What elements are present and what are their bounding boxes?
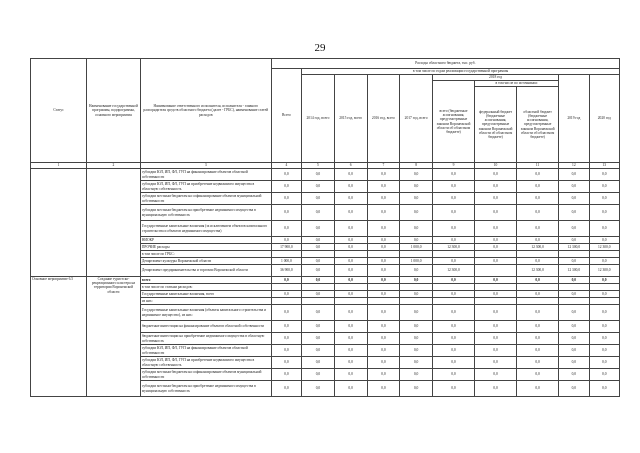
expense-item-label: всего <box>140 277 271 284</box>
value-cell <box>334 298 367 305</box>
value-cell: 0,0 <box>271 357 301 369</box>
value-cell: 0,0 <box>367 321 400 333</box>
value-cell: 0,0 <box>517 321 559 333</box>
value-cell: 0,0 <box>475 181 517 193</box>
value-cell: 0,0 <box>302 205 335 221</box>
value-cell: 0,0 <box>559 357 589 369</box>
value-cell: 0,0 <box>400 381 433 397</box>
value-cell: 1 000,0 <box>400 244 433 251</box>
header-program-name: Наименование государственной программы, подпрограммы, основного мероприятия <box>87 59 141 163</box>
status-cell-continued <box>31 169 87 277</box>
value-cell <box>334 284 367 291</box>
value-cell <box>271 284 301 291</box>
value-cell <box>475 251 517 258</box>
value-cell <box>589 284 619 291</box>
header-2017: 2017 год, всего <box>400 75 433 163</box>
value-cell: 0,0 <box>302 221 335 237</box>
value-cell: 0,0 <box>475 258 517 265</box>
value-cell: 0,0 <box>432 277 474 284</box>
column-number: 7 <box>367 163 400 169</box>
value-cell: 0,0 <box>517 381 559 397</box>
program-name-cell: Создание туристско-рекреационного кластера на территории Воронежской области <box>87 277 141 397</box>
column-number: 9 <box>432 163 474 169</box>
expense-item-label: субсидии местным бюджетам на приобретение недвижимого имущества в муниципальную собственность <box>140 381 271 397</box>
value-cell: 0,0 <box>271 305 301 321</box>
value-cell: 0,0 <box>559 237 589 244</box>
page-number: 29 <box>314 42 326 54</box>
value-cell: 0,0 <box>302 305 335 321</box>
value-cell: 0,0 <box>334 181 367 193</box>
expense-item-label: бюджетные инвестиции на приобретение недвижимого имущества в областную собственность <box>140 333 271 345</box>
value-cell: 0,0 <box>400 265 433 277</box>
value-cell <box>432 284 474 291</box>
value-cell: 0,0 <box>475 193 517 205</box>
value-cell: 0,0 <box>432 205 474 221</box>
column-number: 6 <box>334 163 367 169</box>
value-cell: 0,0 <box>432 181 474 193</box>
value-cell: 0,0 <box>432 237 474 244</box>
header-2015: 2015 год, всего <box>334 75 367 163</box>
value-cell: 12 300,0 <box>559 244 589 251</box>
value-cell <box>559 298 589 305</box>
value-cell: 0,0 <box>589 357 619 369</box>
value-cell <box>589 298 619 305</box>
value-cell: 0,0 <box>400 305 433 321</box>
value-cell: 36 900,0 <box>271 265 301 277</box>
value-cell <box>271 251 301 258</box>
header-incl-sources: в том числе по источникам: <box>475 81 559 87</box>
expense-item-label: субсидии местным бюджетам на приобретение недвижимого имущества в муниципальную собственность <box>140 205 271 221</box>
value-cell <box>400 251 433 258</box>
header-2016: 2016 год, всего <box>367 75 400 163</box>
expense-item-label: субсидии ЮЛ, ИП, ФЛ, ГУП на финансирование объектов областной собственности <box>140 345 271 357</box>
value-cell: 0,0 <box>517 333 559 345</box>
value-cell: 0,0 <box>589 221 619 237</box>
value-cell: 0,0 <box>271 169 301 181</box>
header-2019: 2019 год <box>559 75 589 163</box>
value-cell: 0,0 <box>334 258 367 265</box>
value-cell: 0,0 <box>302 258 335 265</box>
value-cell: 0,0 <box>271 345 301 357</box>
value-cell: 12 300,0 <box>589 265 619 277</box>
value-cell: 0,0 <box>517 193 559 205</box>
expense-item-label: Департамент предпринимательства и торговли Воронежской области <box>140 265 271 277</box>
value-cell: 0,0 <box>400 181 433 193</box>
header-total: Всего <box>271 69 301 163</box>
value-cell: 0,0 <box>475 169 517 181</box>
header-2018: 2018 год <box>432 75 558 81</box>
column-number: 1 <box>31 163 87 169</box>
value-cell: 12 300,0 <box>517 244 559 251</box>
table-row <box>31 169 620 181</box>
value-cell <box>302 284 335 291</box>
value-cell: 0,0 <box>271 333 301 345</box>
value-cell: 0,0 <box>559 169 589 181</box>
value-cell: 0,0 <box>475 237 517 244</box>
value-cell <box>367 298 400 305</box>
budget-table <box>30 58 620 397</box>
value-cell: 0,0 <box>367 369 400 381</box>
value-cell: 0,0 <box>302 369 335 381</box>
value-cell: 0,0 <box>432 193 474 205</box>
value-cell: 0,0 <box>302 345 335 357</box>
value-cell: 0,0 <box>367 333 400 345</box>
value-cell: 0,0 <box>559 369 589 381</box>
value-cell: 0,0 <box>475 221 517 237</box>
value-cell: 0,0 <box>589 181 619 193</box>
value-cell: 12 300,0 <box>559 265 589 277</box>
value-cell: 0,0 <box>334 305 367 321</box>
value-cell: 0,0 <box>400 193 433 205</box>
value-cell: 0,0 <box>559 181 589 193</box>
value-cell: 0,0 <box>517 221 559 237</box>
value-cell: 0,0 <box>475 244 517 251</box>
value-cell: 0,0 <box>475 321 517 333</box>
value-cell: 0,0 <box>271 277 301 284</box>
value-cell: 0,0 <box>559 193 589 205</box>
column-number: 11 <box>517 163 559 169</box>
value-cell: 0,0 <box>367 169 400 181</box>
value-cell <box>400 284 433 291</box>
header-expenses-title: Расходы областного бюджета, тыс. руб. <box>271 59 619 69</box>
value-cell: 0,0 <box>367 291 400 298</box>
value-cell: 0,0 <box>589 321 619 333</box>
value-cell: 0,0 <box>367 277 400 284</box>
value-cell: 0,0 <box>589 291 619 298</box>
value-cell: 0,0 <box>559 345 589 357</box>
value-cell: 0,0 <box>589 169 619 181</box>
value-cell: 1 000,0 <box>400 258 433 265</box>
value-cell: 0,0 <box>400 357 433 369</box>
value-cell: 0,0 <box>400 333 433 345</box>
value-cell: 0,0 <box>517 258 559 265</box>
expense-item-label: в том числе по ГРБС: <box>140 251 271 258</box>
value-cell: 0,0 <box>367 244 400 251</box>
value-cell: 0,0 <box>334 291 367 298</box>
value-cell: 0,0 <box>302 181 335 193</box>
value-cell: 0,0 <box>334 237 367 244</box>
value-cell: 0,0 <box>517 305 559 321</box>
value-cell: 0,0 <box>517 169 559 181</box>
value-cell: 0,0 <box>271 321 301 333</box>
value-cell <box>517 251 559 258</box>
value-cell: 0,0 <box>432 345 474 357</box>
value-cell: 0,0 <box>271 381 301 397</box>
value-cell: 0,0 <box>302 381 335 397</box>
value-cell: 0,0 <box>589 305 619 321</box>
value-cell: 0,0 <box>367 193 400 205</box>
value-cell: 0,0 <box>432 258 474 265</box>
value-cell: 0,0 <box>475 381 517 397</box>
value-cell: 0,0 <box>334 244 367 251</box>
value-cell: 0,0 <box>475 291 517 298</box>
value-cell: 0,0 <box>475 369 517 381</box>
value-cell: 17 900,0 <box>271 244 301 251</box>
value-cell: 0,0 <box>559 305 589 321</box>
column-number: 12 <box>559 163 589 169</box>
value-cell: 0,0 <box>432 381 474 397</box>
value-cell: 12 300,0 <box>589 244 619 251</box>
value-cell: 0,0 <box>367 305 400 321</box>
value-cell: 0,0 <box>334 369 367 381</box>
status-cell: Основное мероприятие 6.5 <box>31 277 87 397</box>
expense-item-label: Государственные капитальные вложения (за исключением объектов капитального строительства и объектов недвижимого имущества) <box>140 221 271 237</box>
value-cell <box>475 284 517 291</box>
value-cell: 12 300,0 <box>432 244 474 251</box>
value-cell: 0,0 <box>559 321 589 333</box>
value-cell: 0,0 <box>367 357 400 369</box>
value-cell: 0,0 <box>334 221 367 237</box>
value-cell: 0,0 <box>589 381 619 397</box>
column-number: 8 <box>400 163 433 169</box>
value-cell: 0,0 <box>271 221 301 237</box>
value-cell: 0,0 <box>334 193 367 205</box>
value-cell <box>559 284 589 291</box>
value-cell: 1 000,0 <box>271 258 301 265</box>
value-cell: 0,0 <box>334 345 367 357</box>
value-cell: 0,0 <box>302 291 335 298</box>
expense-item-label: Департамент культуры Воронежской области <box>140 258 271 265</box>
value-cell: 0,0 <box>400 237 433 244</box>
value-cell: 0,0 <box>400 277 433 284</box>
value-cell: 0,0 <box>400 321 433 333</box>
value-cell: 0,0 <box>432 305 474 321</box>
column-number: 3 <box>140 163 271 169</box>
value-cell: 0,0 <box>367 258 400 265</box>
expense-item-label: Государственные капитальные вложения, всего <box>140 291 271 298</box>
value-cell: 0,0 <box>559 333 589 345</box>
value-cell <box>432 298 474 305</box>
value-cell: 0,0 <box>334 357 367 369</box>
value-cell: 0,0 <box>400 345 433 357</box>
value-cell: 0,0 <box>589 258 619 265</box>
value-cell: 0,0 <box>302 333 335 345</box>
value-cell <box>475 265 517 277</box>
expense-item-label: субсидии ЮЛ, ИП, ФЛ, ГУП на приобретение недвижимого имущества в областную собственность <box>140 357 271 369</box>
value-cell: 0,0 <box>302 244 335 251</box>
value-cell <box>400 298 433 305</box>
value-cell <box>517 284 559 291</box>
value-cell: 0,0 <box>367 221 400 237</box>
value-cell: 0,0 <box>302 277 335 284</box>
value-cell: 0,0 <box>334 333 367 345</box>
value-cell: 0,0 <box>432 169 474 181</box>
value-cell <box>517 298 559 305</box>
program-cell-continued <box>87 169 141 277</box>
value-cell: 0,0 <box>559 291 589 298</box>
expense-item-label: ПРОЧИЕ расходы <box>140 244 271 251</box>
header-status: Статус <box>31 59 87 163</box>
expense-item-label: субсидии местным бюджетам на софинансирование объектов муниципальной собственности <box>140 193 271 205</box>
value-cell: 0,0 <box>589 277 619 284</box>
value-cell: 0,0 <box>432 221 474 237</box>
value-cell: 0,0 <box>475 205 517 221</box>
value-cell: 0,0 <box>475 277 517 284</box>
value-cell: 0,0 <box>517 205 559 221</box>
column-number: 2 <box>87 163 141 169</box>
value-cell: 0,0 <box>517 277 559 284</box>
value-cell: 0,0 <box>517 291 559 298</box>
header-executor: Наименование ответственного исполнителя, исполнителя - главного распорядителя средств областного бюджета (далее - ГРБС), наименование статей расходов <box>140 59 271 163</box>
value-cell: 0,0 <box>589 237 619 244</box>
value-cell: 0,0 <box>367 237 400 244</box>
value-cell: 0,0 <box>367 265 400 277</box>
value-cell <box>432 251 474 258</box>
value-cell: 0,0 <box>271 369 301 381</box>
expense-item-label: НИОКР <box>140 237 271 244</box>
value-cell: 0,0 <box>432 333 474 345</box>
column-number: 10 <box>475 163 517 169</box>
value-cell <box>367 251 400 258</box>
value-cell: 12 300,0 <box>432 265 474 277</box>
expense-item-label: субсидии местным бюджетам на софинансирование объектов муниципальной собственности <box>140 369 271 381</box>
column-number: 5 <box>302 163 335 169</box>
value-cell: 0,0 <box>271 193 301 205</box>
value-cell: 0,0 <box>589 193 619 205</box>
value-cell: 0,0 <box>302 169 335 181</box>
value-cell: 0,0 <box>302 357 335 369</box>
expense-item-label: в том числе по статьям расходов: <box>140 284 271 291</box>
value-cell <box>475 298 517 305</box>
header-federal: федеральный бюджет (бюджетные ассигнования, предусмотренные законом Воронежской области об областном бюджете) <box>475 87 517 163</box>
value-cell: 0,0 <box>559 277 589 284</box>
value-cell: 0,0 <box>517 181 559 193</box>
value-cell: 0,0 <box>589 345 619 357</box>
value-cell: 0,0 <box>400 169 433 181</box>
value-cell <box>302 251 335 258</box>
value-cell: 0,0 <box>271 237 301 244</box>
value-cell: 0,0 <box>559 258 589 265</box>
value-cell <box>367 284 400 291</box>
value-cell: 0,0 <box>400 221 433 237</box>
column-number: 4 <box>271 163 301 169</box>
value-cell <box>559 251 589 258</box>
value-cell: 0,0 <box>271 205 301 221</box>
value-cell: 0,0 <box>367 205 400 221</box>
value-cell: 0,0 <box>517 345 559 357</box>
value-cell: 0,0 <box>589 333 619 345</box>
value-cell: 12 300,0 <box>517 265 559 277</box>
value-cell: 0,0 <box>432 369 474 381</box>
table-row <box>31 277 620 284</box>
expense-item-label: из них: <box>140 298 271 305</box>
value-cell: 0,0 <box>334 321 367 333</box>
value-cell: 0,0 <box>271 181 301 193</box>
value-cell: 0,0 <box>334 169 367 181</box>
value-cell: 0,0 <box>400 369 433 381</box>
value-cell: 0,0 <box>271 291 301 298</box>
value-cell: 0,0 <box>517 357 559 369</box>
value-cell: 0,0 <box>400 291 433 298</box>
value-cell: 0,0 <box>475 333 517 345</box>
value-cell: 0,0 <box>559 205 589 221</box>
value-cell: 0,0 <box>475 305 517 321</box>
expense-item-label: субсидии ЮЛ, ИП, ФЛ, ГУП на приобретение недвижимого имущества в областную собственность <box>140 181 271 193</box>
value-cell <box>302 298 335 305</box>
value-cell: 0,0 <box>334 205 367 221</box>
value-cell: 0,0 <box>559 381 589 397</box>
value-cell: 0,0 <box>334 265 367 277</box>
value-cell: 0,0 <box>589 205 619 221</box>
header-regional: областной бюджет (бюджетные ассигнования, предусмотренные законом Воронежской области об областном бюджете) <box>517 87 559 163</box>
value-cell: 0,0 <box>475 357 517 369</box>
expense-item-label: Государственные капитальные вложения (объекты капитального строительства и недвижимое имущество), из них: <box>140 305 271 321</box>
header-2018-total: всего (бюджетные ассигнования, предусмотренные законом Воронежской области об областном бюджете) <box>432 81 474 163</box>
expense-item-label: бюджетные инвестиции на финансирование объектов областной собственности <box>140 321 271 333</box>
header-2020: 2020 год <box>589 75 619 163</box>
value-cell: 0,0 <box>432 291 474 298</box>
value-cell: 0,0 <box>367 381 400 397</box>
value-cell <box>271 298 301 305</box>
value-cell: 0,0 <box>334 381 367 397</box>
value-cell: 0,0 <box>517 369 559 381</box>
expense-item-label: субсидии ЮЛ, ИП, ФЛ, ГУП на финансирование объектов областной собственности <box>140 169 271 181</box>
value-cell: 0,0 <box>589 369 619 381</box>
value-cell: 0,0 <box>432 321 474 333</box>
value-cell: 0,0 <box>302 321 335 333</box>
value-cell: 0,0 <box>475 345 517 357</box>
column-number: 13 <box>589 163 619 169</box>
header-2014: 2014 год, всего <box>302 75 335 163</box>
value-cell <box>589 251 619 258</box>
value-cell: 0,0 <box>559 221 589 237</box>
value-cell <box>334 251 367 258</box>
value-cell: 0,0 <box>334 277 367 284</box>
value-cell: 0,0 <box>302 193 335 205</box>
value-cell: 0,0 <box>302 237 335 244</box>
value-cell: 0,0 <box>432 357 474 369</box>
value-cell: 0,0 <box>367 345 400 357</box>
value-cell: 0,0 <box>367 181 400 193</box>
value-cell: 0,0 <box>302 265 335 277</box>
value-cell: 0,0 <box>517 237 559 244</box>
header-by-years: в том числе по годам реализации государственной программы <box>302 69 620 75</box>
value-cell: 0,0 <box>400 205 433 221</box>
